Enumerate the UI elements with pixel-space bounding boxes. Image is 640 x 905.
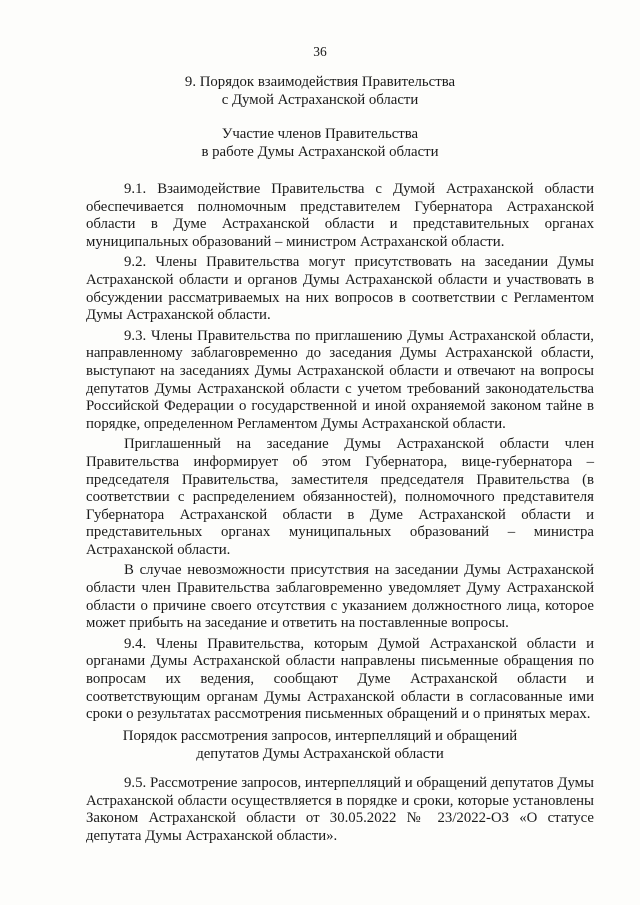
page-number: 36 <box>313 44 327 59</box>
section-title-line-1: 9. Порядок взаимодействия Правительства <box>184 74 456 90</box>
subsection-title-2-line-2: депутатов Думы Астраханской области <box>196 745 444 762</box>
subsection-title-2 <box>60 728 580 763</box>
subsection-title-1-line-1: Участие членов Правительства <box>221 126 419 142</box>
section-body-2 <box>86 775 594 848</box>
paragraph-9-5: 9.5. Рассмотрение запросов, интерпелляций и обращений депутатов Думы Астраханской области осуществляется в порядке и сроки, которые установлены Законом Астраханской области от 30.05.2022 № 23/2022-ОЗ «О статусе депутата Думы Астраханской области». <box>86 775 594 844</box>
subsection-title-2-line-1: Порядок рассмотрения запросов, интерпелляций и обращений <box>122 728 518 744</box>
paragraph-9-3-absence: В случае невозможности присутствия на заседании Думы Астраханской области член Правительства заблаговременно уведомляет Думу Астраханской области о причине своего отсутствия с указанием должностного лица, которое может прибыть на заседание и ответить на поставленные вопросы. <box>86 562 594 632</box>
paragraph-9-1: 9.1. Взаимодействие Правительства с Думой Астраханской области обеспечивается полномочным представителем Губернатора Астраханской области в Думе Астраханской области и представительных органах муниципальных образований – министром Астраханской области. <box>86 181 594 250</box>
paragraph-9-3-invited: Приглашенный на заседание Думы Астраханской области член Правительства информирует об этом Губернатора, вице-губернатора – председателя Правительства, заместителя председателя Правительства (в соответствии с распределением обязанностей), полномочного представителя Губернатора Астраханской области в Думе Астраханской области и представительных органах муниципальных образований – министра Астраханской области. <box>86 436 594 558</box>
section-title <box>60 74 580 109</box>
subsection-title-1-line-2: в работе Думы Астраханской области <box>201 143 439 160</box>
paragraph-9-4: 9.4. Члены Правительства, которым Думой Астраханской области и органами Думы Астраханской области направлены письменные обращения по вопросам их ведения, сообщают Думе Астраханской области и соответствующим органам Думы Астраханской области в согласованные ими сроки о результатах рассмотрения письменных обращений и о принятых мерах. <box>86 635 594 723</box>
section-title-line-2: с Думой Астраханской области <box>221 91 419 108</box>
paragraph-9-3: 9.3. Члены Правительства по приглашению Думы Астраханской области, направленному заблаговременно до заседания Думы Астраханской области, выступают на заседаниях Думы Астраханской области и отвечают на вопросы депутатов Думы Астраханской области с учетом требований законодательства Российской Федерации о государственной и иной охраняемой законом тайне в порядке, определенном Регламентом Думы Астраханской области. <box>86 327 594 432</box>
section-body-1 <box>86 181 594 727</box>
paragraph-9-2: 9.2. Члены Правительства могут присутствовать на заседании Думы Астраханской области и органов Думы Астраханской области и участвовать в обсуждении рассматриваемых на них вопросов в соответствии с Регламентом Думы Астраханской области. <box>86 254 594 324</box>
subsection-title-1 <box>60 126 580 161</box>
